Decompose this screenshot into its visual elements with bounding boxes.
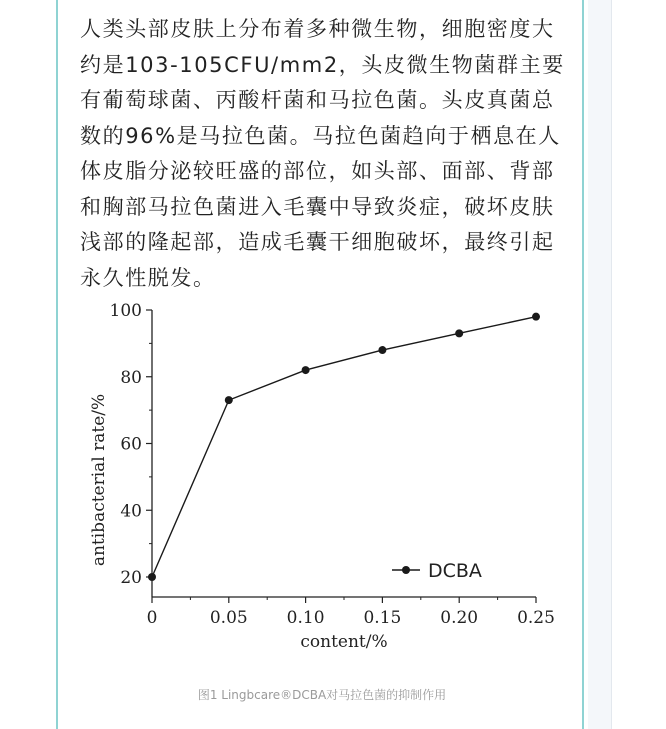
line-chart	[80, 300, 564, 664]
x-axis-label: content/%	[300, 632, 388, 652]
data-point	[148, 573, 156, 581]
chart-figure	[80, 300, 564, 664]
data-point	[532, 313, 540, 321]
figure-caption: 图1 Lingbcare®DCBA对马拉色菌的抑制作用	[197, 688, 447, 702]
x-tick-label: 0.25	[517, 608, 555, 628]
data-point	[225, 396, 233, 404]
legend-marker	[402, 566, 410, 574]
data-point	[378, 346, 386, 354]
data-point	[455, 329, 463, 337]
data-point	[302, 366, 310, 374]
y-axis-label: antibacterial rate/%	[89, 393, 109, 567]
x-tick-label: 0.05	[209, 608, 248, 628]
y-tick-label: 60	[120, 434, 142, 455]
right-side-panel	[588, 0, 612, 729]
y-tick-label: 80	[120, 367, 142, 388]
x-tick-label: 0.15	[363, 608, 402, 628]
x-tick-label: 0.20	[440, 608, 479, 628]
article-paragraph: 人类头部皮肤上分布着多种微生物，细胞密度大约是103-105CFU/mm2，头皮微生物菌群主要有葡萄球菌、丙酸杆菌和马拉色菌。头皮真菌总数的96%是马拉色菌。马拉色菌趋向于栖息在人体皮脂分泌较旺盛的部位，如头部、面部、背部和胸部马拉色菌进入毛囊中导致炎症，破坏皮肤浅部的隆起部，造成毛囊干细胞破坏，最终引起永久性脱发。	[80, 17, 565, 290]
y-tick-label: 20	[120, 568, 142, 588]
y-tick-label: 100	[109, 301, 142, 321]
legend-label: DCBA	[428, 560, 482, 582]
x-tick-label: 0	[146, 608, 158, 628]
y-tick-label: 40	[120, 501, 142, 522]
x-tick-label: 0.10	[286, 608, 325, 628]
